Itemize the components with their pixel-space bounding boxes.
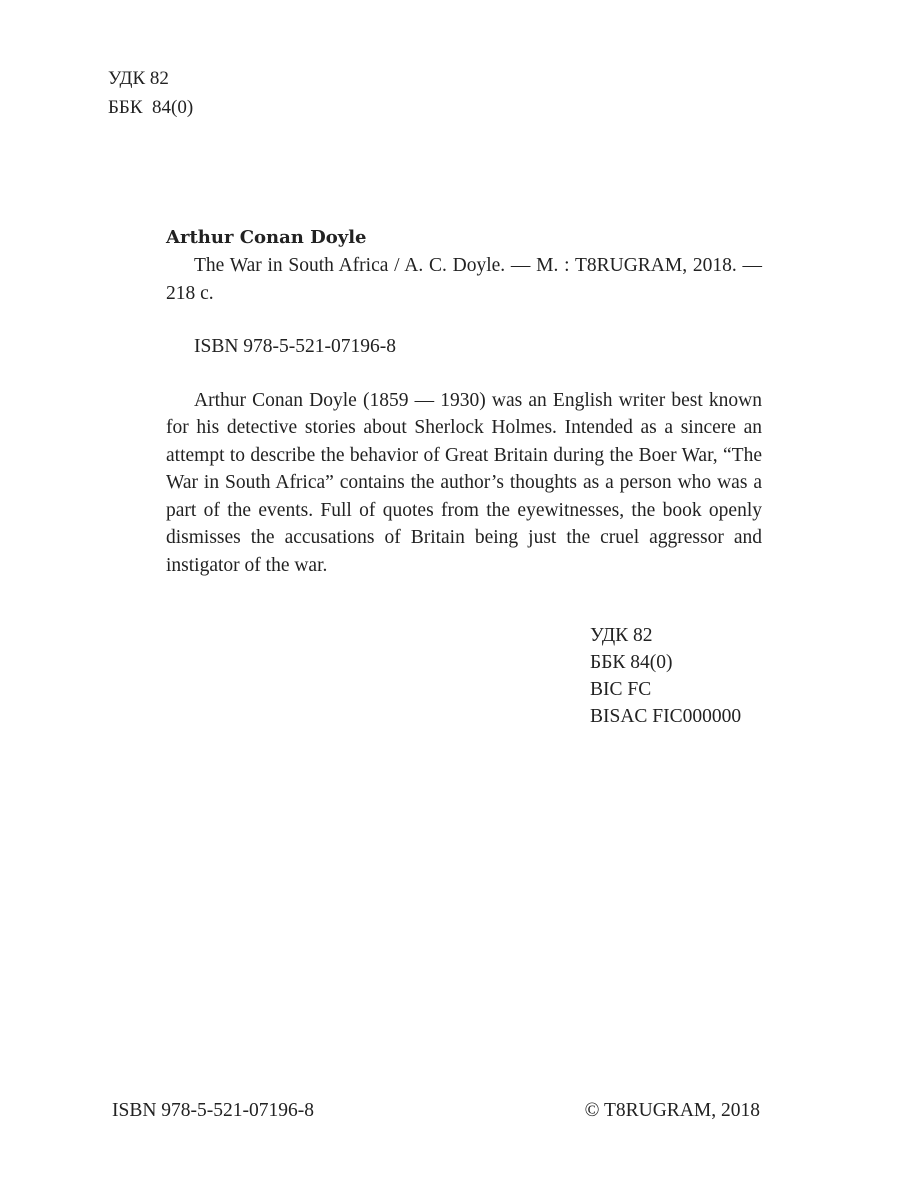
- right-udk-code: УДК 82: [590, 625, 653, 646]
- author-heading: Arthur Conan Doyle: [166, 227, 367, 248]
- title-statement: The War in South Africa / A. C. Doyle. — M. : T8RUGRAM, 2018. — 218 c.: [166, 255, 762, 304]
- right-bisac-code: BISAC FIC000000: [590, 706, 742, 727]
- right-bbk-code: ББК 84(0): [590, 652, 673, 673]
- right-bic-code: BIC FC: [590, 679, 652, 700]
- record-isbn: ISBN 978-5-521-07196-8: [194, 336, 397, 357]
- bibliographic-record: [166, 224, 762, 579]
- top-bbk-code: ББК 84(0): [108, 97, 194, 118]
- top-classification-codes: [108, 64, 193, 122]
- footer-copyright: © T8RUGRAM, 2018: [584, 1100, 760, 1121]
- top-udk-code: УДК 82: [108, 68, 169, 89]
- footer-isbn: ISBN 978-5-521-07196-8: [112, 1100, 315, 1121]
- annotation-paragraph: Arthur Conan Doyle (1859 — 1930) was an English writer best known for his detective stories about Sherlock Holmes. Intended as a sincere an attempt to describe the behavior of Great Britain during the Boer War, “The War in South Africa” contains the author’s thoughts as a person who was a part of the events. Full of quotes from the eyewitnesses, the book openly dismisses the accusations of Britain being just the cruel aggressor and instigator of the war.: [166, 389, 762, 576]
- right-classification-codes: [590, 622, 741, 730]
